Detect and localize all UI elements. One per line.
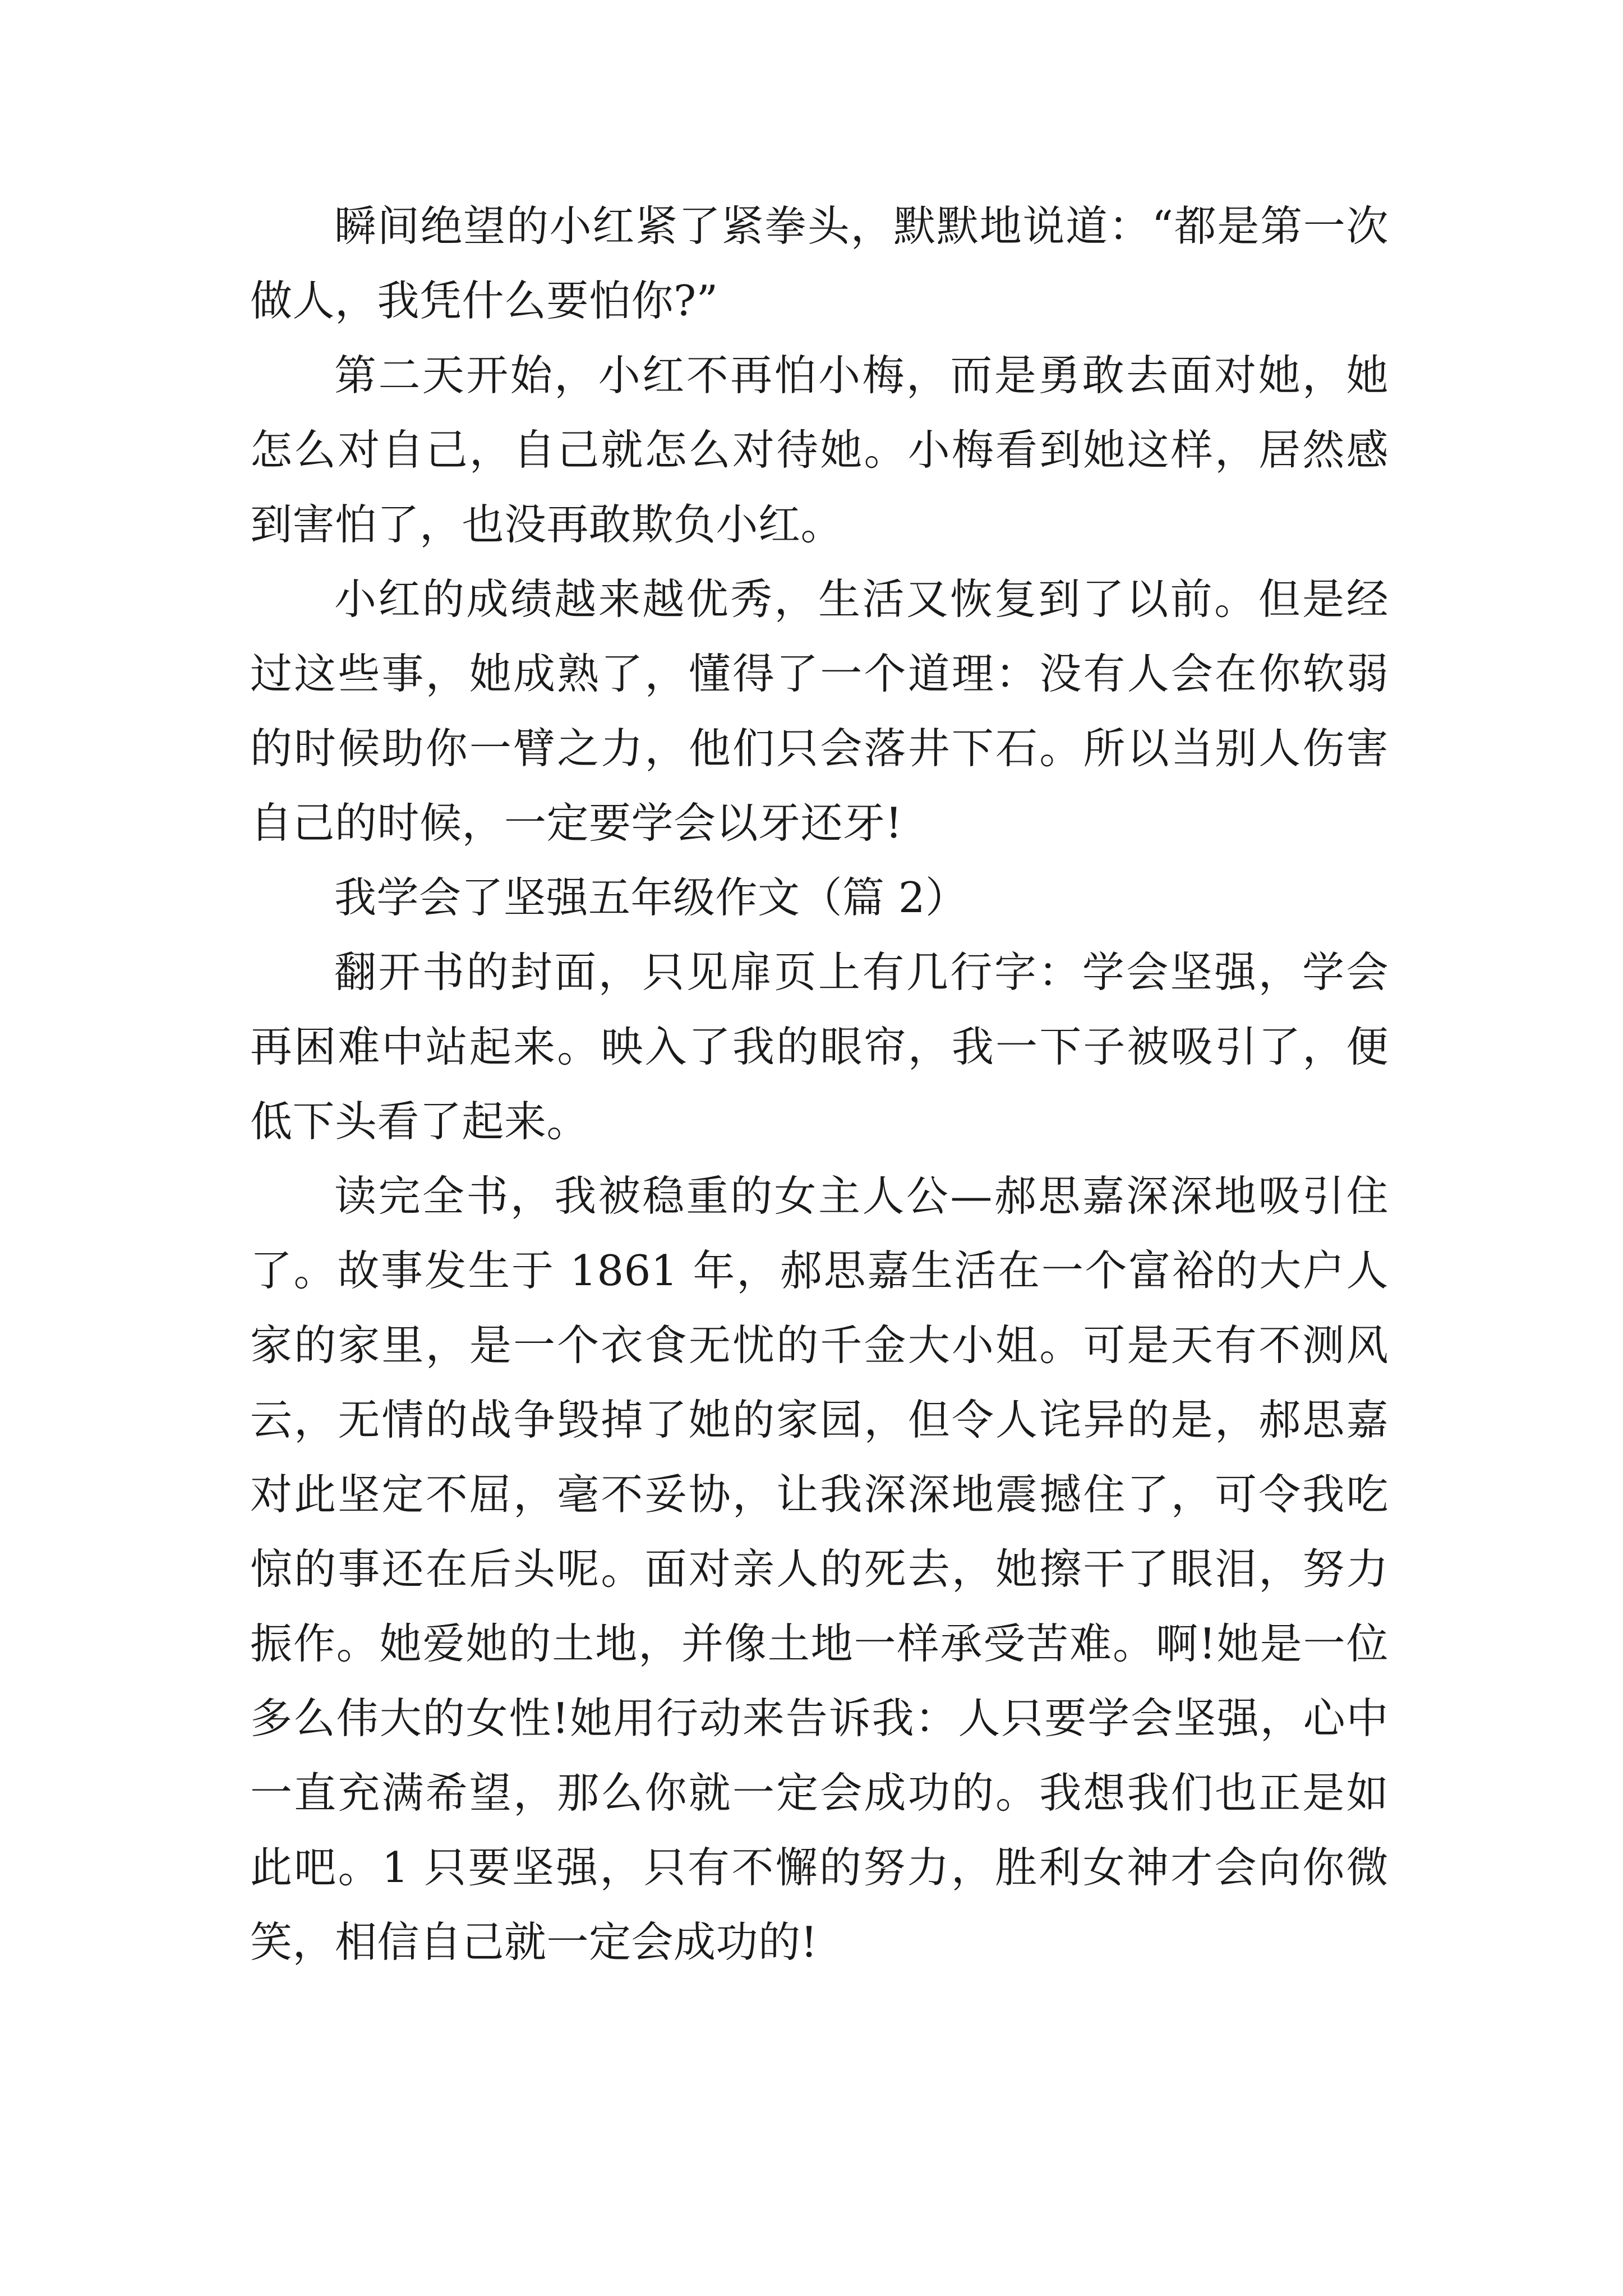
paragraph: 读完全书，我被稳重的女主人公—郝思嘉深深地吸引住了。故事发生于 1861 年，郝思嘉生活在一个富裕的大户人家的家里，是一个衣食无忧的千金大小姐。可是天有不测风云，无情的战争毁掉了她的家园，但令人诧异的是，郝思嘉对此坚定不屈，毫不妥协，让我深深地震撼住了，可令我吃惊的事还在后头呢。面对亲人的死去，她擦干了眼泪，努力振作。她爱她的土地，并像土地一样承受苦难。啊!她是一位多么伟大的女性!她用行动来告诉我：人只要学会坚强，心中一直充满希望，那么你就一定会成功的。我想我们也正是如此吧。1 只要坚强，只有不懈的努力，胜利女神才会向你微笑，相信自己就一定会成功的!: [250, 1171, 1389, 1967]
section-title: 我学会了坚强五年级作文（篇 2）: [334, 873, 968, 922]
paragraph: 瞬间绝望的小红紧了紧拳头，默默地说道：“都是第一次做人，我凭什么要怕你?”: [250, 201, 1389, 325]
paragraph: 第二天开始，小红不再怕小梅，而是勇敢去面对她，她怎么对自己，自己就怎么对待她。小梅看到她这样，居然感到害怕了，也没再敢欺负小红。: [250, 351, 1389, 549]
document-body: [250, 189, 1389, 1980]
paragraph: 小红的成绩越来越优秀，生活又恢复到了以前。但是经过这些事，她成熟了，懂得了一个道理：没有人会在你软弱的时候助你一臂之力，他们只会落井下石。所以当别人伤害自己的时候，一定要学会以牙还牙!: [250, 574, 1389, 848]
paragraph: 翻开书的封面，只见扉页上有几行字：学会坚强，学会再困难中站起来。映入了我的眼帘，我一下子被吸引了，便低下头看了起来。: [250, 947, 1389, 1146]
